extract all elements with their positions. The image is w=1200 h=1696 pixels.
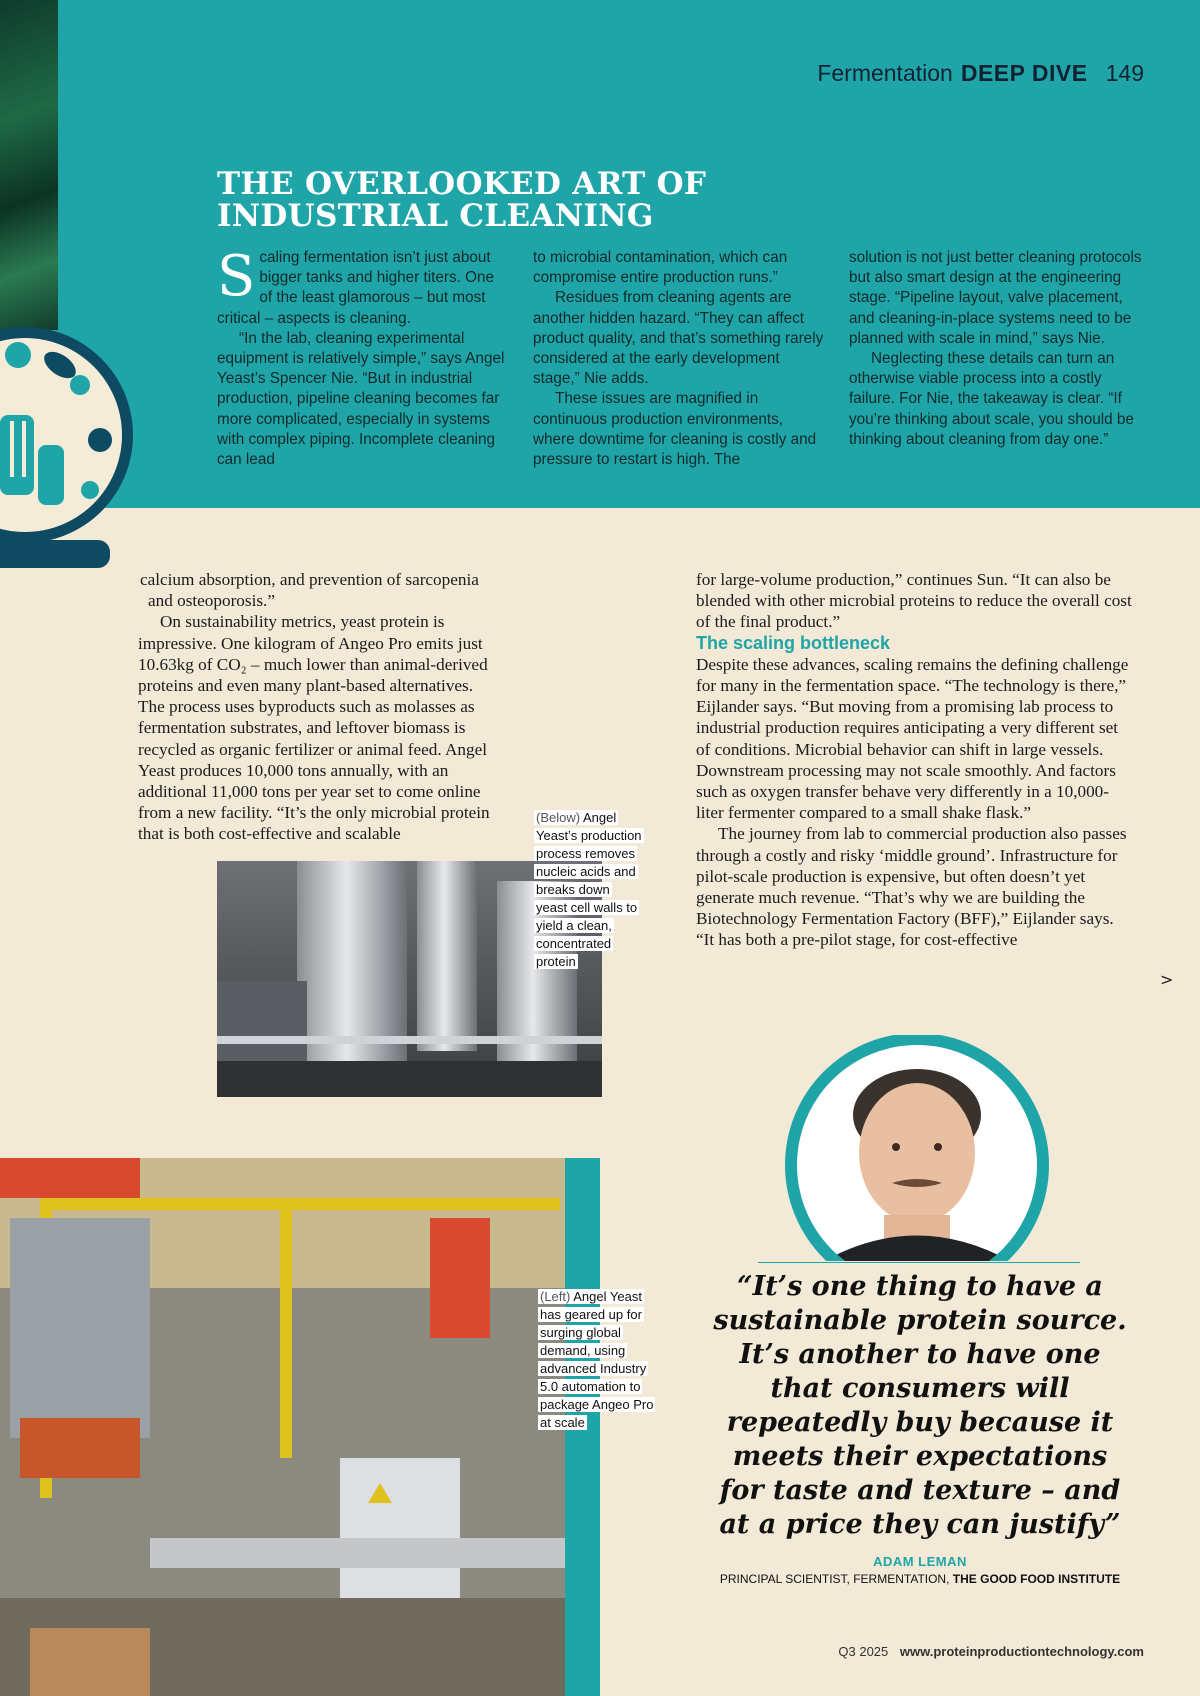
drop-cap: S <box>217 244 256 309</box>
quote-attribution-org: THE GOOD FOOD INSTITUTE <box>952 1572 1121 1586</box>
continued-arrow-icon: > <box>1160 970 1174 989</box>
packaging-automation-photo <box>0 1158 600 1696</box>
pull-quote: “It’s one thing to have a sustainable protein source. It’s another to have one that consumers will repeatedly buy because it meets their expectations for taste and texture – and at a price they can justify” <box>713 1271 1127 1540</box>
section-subhead: The scaling bottleneck <box>696 632 891 653</box>
section-name: Fermentation <box>817 60 953 86</box>
caption-tag: (Below) <box>536 810 581 825</box>
page-footer <box>838 1644 1144 1659</box>
intro-column-1 <box>217 244 509 470</box>
intro-paragraph: solution is not just better cleaning protocols but also smart design at the engineering stage. “Pipeline layout, valve placement, and cleaning-in-place systems need to be planned with scale in mind,” says Nie. <box>849 249 1142 347</box>
body-paragraph: The journey from lab to commercial production also passes through a costly and risky ‘middle ground’. Infrastructure for pilot-scale production is expensive, but often doesn’t yet generate much revenue. “That’s why we are building the Biotechnology Fermentation Factory (BFF),” Eijlander says. “It has both a pre-pilot stage, for cost-effective <box>696 824 1127 950</box>
intro-paragraph: to microbial contamination, which can compromise entire production runs.” <box>533 249 788 287</box>
leaf-photo-strip <box>0 0 58 330</box>
running-header <box>817 60 1144 87</box>
photo-caption-below: (Below) Angel Yeast’s production process removes nucleic acids and breaks down yeast cell walls to yield a clean, concentrated protein <box>536 810 642 969</box>
right-body-column <box>696 569 1136 951</box>
body-paragraph: On sustainability metrics, yeast protein is impressive. One kilogram of Angeo Pro emits just 10.63kg of CO₂ – much lower than animal-derived proteins and even many plant-based alternatives. The process uses byproducts such as molasses as fermentation substrates, and leftover biomass is recycled as organic fertilizer or animal feed. Angel Yeast produces 10,000 tons annually, with an additional 11,000 tons per year set to come online from a new facility. “It’s the only microbial protein that is both cost-effective and scalable <box>138 612 490 844</box>
adam-leman-portrait <box>784 1035 1050 1261</box>
intro-paragraph: Residues from cleaning agents are another hidden hazard. “They can affect product quality, and that’s something rarely considered at the early development stage,” Nie adds. <box>533 289 824 388</box>
intro-paragraph: “In the lab, cleaning experimental equipment is relatively simple,” says Angel Yeast’s Spencer Nie. “But in industrial production, pipeline cleaning becomes far more complicated, especially in systems with complex piping. Incomplete cleaning can lead <box>217 329 505 469</box>
issue-label: Q3 2025 <box>838 1644 889 1659</box>
intro-paragraph: These issues are magnified in continuous production environments, where downtime for cleaning is costly and pressure to restart is high. The <box>533 390 817 469</box>
body-paragraph: Despite these advances, scaling remains the defining challenge for many in the fermentation space. “The technology is there,” Eijlander says. “But moving from a promising lab process to industrial production requires anticipating a very different set of conditions. Microbial behavior can shift in large vessels. Downstream processing may not scale smoothly. And factors such as oxygen transfer behave very differently in a 10,000-liter fermenter compared to a small shake flask.” <box>696 654 1129 823</box>
fermentation-globe-icon <box>0 325 155 585</box>
quote-attribution-name: ADAM LEMAN <box>873 1554 967 1569</box>
quote-divider <box>758 1262 1080 1263</box>
caption-tag: (Left) <box>540 1289 571 1304</box>
section-tag: DEEP DIVE <box>960 60 1088 86</box>
intro-column-2 <box>533 248 825 470</box>
body-paragraph: for large-volume production,” continues Sun. “It can also be blended with other microbial proteins to reduce the overall cost of the final product.” <box>696 570 1132 632</box>
intro-paragraph: caling fermentation isn’t just about bigger tanks and higher titers. One of the least glamorous – but most critical – aspects is cleaning. <box>217 249 495 327</box>
intro-paragraph: Neglecting these details can turn an otherwise viable process into a costly failure. For Nie, the takeaway is clear. “If you’re thinking about scale, you should be thinking about cleaning from day one.” <box>849 350 1134 448</box>
left-body-column <box>58 569 490 845</box>
sidebar-headline: THE OVERLOOKED ART OF INDUSTRIAL CLEANING <box>217 166 707 234</box>
intro-column-3 <box>849 248 1145 450</box>
quote-attribution-role: PRINCIPAL SCIENTIST, FERMENTATION, THE GOOD FOOD INSTITUTE <box>719 1572 1121 1586</box>
website-link[interactable]: www.proteinproductiontechnology.com <box>899 1644 1144 1659</box>
body-paragraph: calcium absorption, and prevention of sarcopenia and osteoporosis.” <box>140 570 479 611</box>
page-number: 149 <box>1105 60 1144 86</box>
photo-caption-left: (Left) Angel Yeast has geared up for surging global demand, using advanced Industry 5.0 automation to package Angeo Pro at scale <box>540 1289 654 1430</box>
